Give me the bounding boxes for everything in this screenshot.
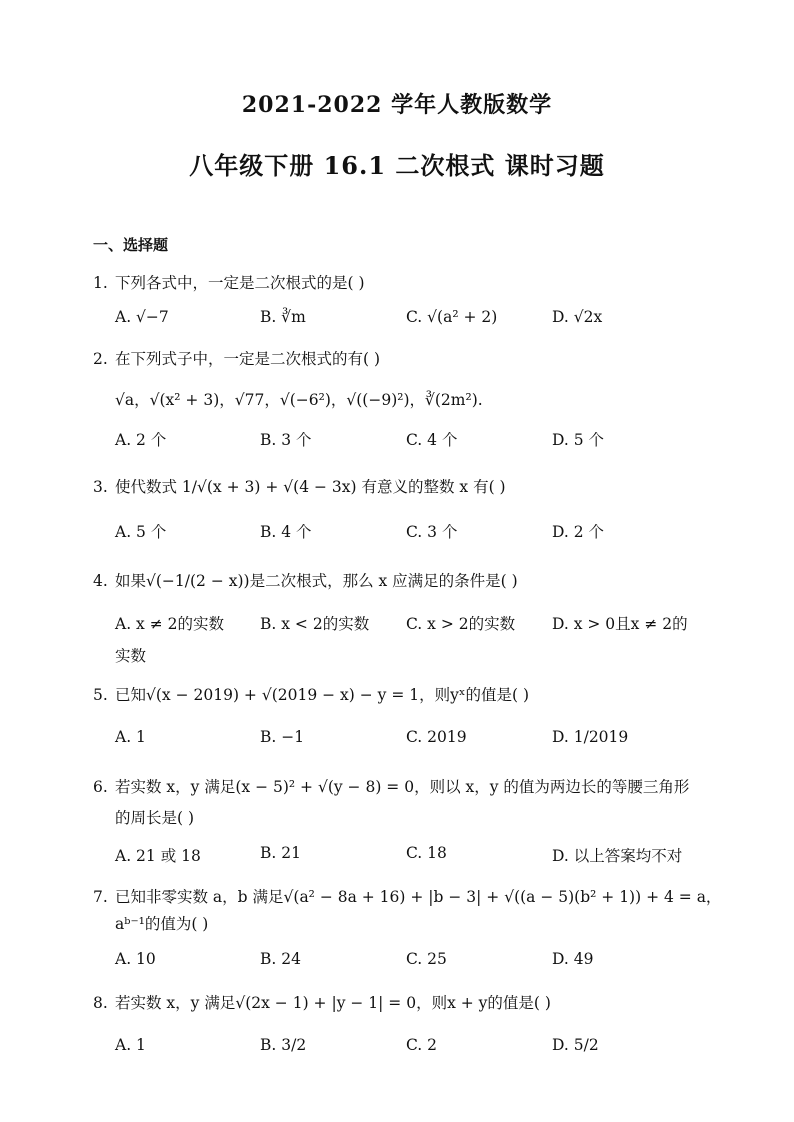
option-a: A. 5 个: [115, 523, 167, 541]
question-1: [93, 268, 365, 298]
question-8-options: [115, 1036, 715, 1066]
question-4: [93, 566, 518, 596]
question-stem: 下列各式中，一定是二次根式的是( ): [115, 274, 365, 292]
option-a: A. 1: [115, 1036, 146, 1054]
option-d: D. 以上答案均不对: [552, 847, 683, 865]
question-4-options: [115, 612, 715, 642]
option-a: A. 2 个: [115, 431, 167, 449]
question-6-continuation: 的周长是( ): [115, 809, 195, 827]
option-c: C. x > 2的实数: [406, 615, 516, 633]
question-number: 6.: [93, 778, 108, 796]
question-number: 5.: [93, 686, 108, 704]
option-b: B. 24: [260, 950, 301, 968]
question-number: 1.: [93, 274, 108, 292]
question-stem: 已知非零实数 a，b 满足√(a² − 8a + 16) + |b − 3| + √((a − 5)(b² + 1)) + 4 = a，: [115, 888, 722, 906]
option-d: D. √2x: [552, 308, 603, 326]
title-line-2: 八年级下册 16.1 二次根式 课时习题: [189, 151, 605, 180]
option-c: C. 2: [406, 1036, 438, 1054]
question-2: [93, 344, 380, 374]
question-4-continuation: 实数: [115, 647, 147, 665]
question-stem: 如果√(−1/(2 − x))是二次根式，那么 x 应满足的条件是( ): [115, 572, 518, 590]
question-number: 4.: [93, 572, 108, 590]
question-stem: 在下列式子中，一定是二次根式的有( ): [115, 350, 381, 368]
option-b: B. 4 个: [260, 523, 312, 541]
question-number: 7.: [93, 888, 108, 906]
question-7-options: [115, 950, 715, 980]
question-2-options: [115, 428, 715, 458]
option-c: C. 3 个: [406, 523, 458, 541]
question-stem: 已知√(x − 2019) + √(2019 − x) − y = 1，则yˣ的值是( ): [115, 686, 529, 704]
option-a: A. 1: [115, 728, 146, 746]
question-number: 3.: [93, 478, 108, 496]
question-number: 8.: [93, 994, 108, 1012]
option-b: B. 21: [260, 844, 301, 862]
question-7-continuation: aᵇ⁻¹的值为( ): [115, 915, 209, 933]
option-d: D. x > 0且x ≠ 2的: [552, 615, 688, 633]
option-a: A. √−7: [115, 308, 169, 326]
question-3: [93, 472, 506, 502]
option-a: A. x ≠ 2的实数: [115, 615, 224, 633]
option-d: D. 2 个: [552, 523, 605, 541]
question-6: [93, 772, 689, 802]
option-d: D. 5 个: [552, 431, 605, 449]
section-heading: 一、选择题: [93, 236, 169, 254]
option-b: B. −1: [260, 728, 305, 746]
title-line-1: 2021-2022 学年人教版数学: [241, 92, 553, 118]
question-6-options: [115, 844, 715, 874]
option-c: C. 25: [406, 950, 447, 968]
question-7: [93, 882, 721, 912]
question-stem: 若实数 x，y 满足√(2x − 1) + |y − 1| = 0，则x + y的值是( ): [115, 994, 551, 1012]
option-d: D. 49: [552, 950, 594, 968]
question-number: 2.: [93, 350, 108, 368]
option-a: A. 10: [115, 950, 156, 968]
question-5-options: [115, 728, 715, 758]
question-5: [93, 680, 529, 710]
option-c: C. 4 个: [406, 431, 458, 449]
option-c: C. √(a² + 2): [406, 308, 498, 326]
option-b: B. x < 2的实数: [260, 615, 370, 633]
option-b: B. ∛m: [260, 308, 306, 326]
question-8: [93, 988, 551, 1018]
option-a: A. 21 或 18: [115, 847, 201, 865]
question-2-expressions: √a，√(x² + 3)，√77，√(−6²)，√((−9)²)，∛(2m²).: [115, 391, 483, 409]
question-3-options: [115, 520, 715, 550]
option-c: C. 2019: [406, 728, 467, 746]
question-stem: 若实数 x，y 满足(x − 5)² + √(y − 8) = 0，则以 x，y 的值为两边长的等腰三角形: [115, 778, 690, 796]
option-b: B. 3 个: [260, 431, 312, 449]
option-b: B. 3/2: [260, 1036, 307, 1054]
question-stem: 使代数式 1/√(x + 3) + √(4 − 3x) 有意义的整数 x 有( ): [115, 478, 506, 496]
option-c: C. 18: [406, 844, 447, 862]
option-d: D. 1/2019: [552, 728, 629, 746]
option-d: D. 5/2: [552, 1036, 599, 1054]
question-1-options: [115, 308, 715, 338]
